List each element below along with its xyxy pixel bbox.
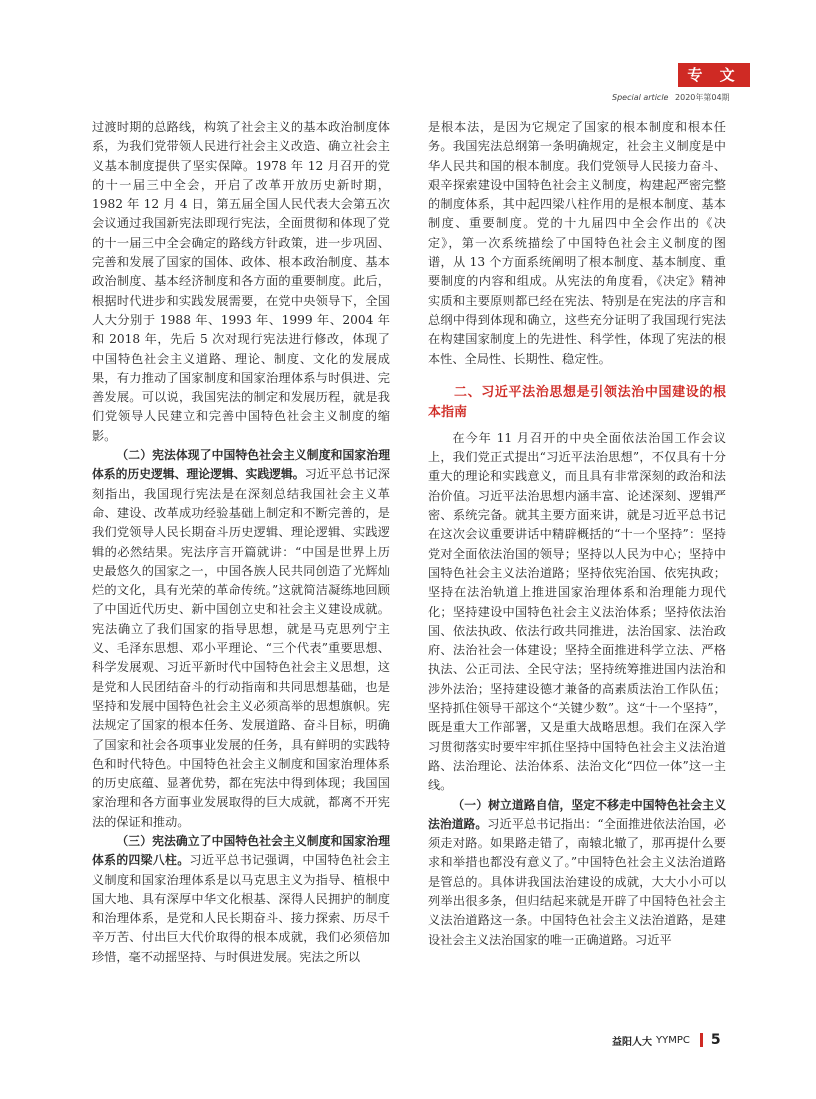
issue-line: [612, 92, 730, 103]
paragraph-lead: （一）树立道路自信，坚定不移走中国特色社会主义法治道路。: [428, 797, 726, 831]
page-footer: [612, 1030, 762, 1050]
paragraph: 在今年 11 月召开的中央全面依法治国工作会议上，我们党正式提出“习近平法治思想”，不仅具有十分重大的理论和实践意义，而且具有非常深刻的政治和法治价值。习近平法治思想内涵丰富、论述深刻、逻辑严密、系统完备。就其主要方面来讲，就是习近平总书记在这次会议重要讲话中精辟概括的“十一个坚持”：坚持党对全面依法治国的领导；坚持以人民为中心；坚持中国特色社会主义法治道路；坚持依宪治国、依宪执政；坚持在法治轨道上推进国家治理体系和治理能力现代化；坚持建设中国特色社会主义法治体系；坚持依法治国、依法执政、依法行政共同推进，法治国家、法治政府、法治社会一体建设；坚持全面推进科学立法、严格执法、公正司法、全民守法；坚持统筹推进国内法治和涉外法治；坚持建设德才兼备的高素质法治工作队伍；坚持抓住领导干部这个“关键少数”。这“十一个坚持”，既是重大工作部署，又是重大战略思想。我们在深入学习贯彻落实时要牢牢抓住坚持中国特色社会主义法治道路、法治理论、法治体系、法治文化“四位一体”这一主线。: [428, 430, 726, 793]
paragraph: 是根本法，是因为它规定了国家的根本制度和根本任务。我国宪法总纲第一条明确规定，社会主义制度是中华人民共和国的根本制度。我们党领导人民接力奋斗、艰辛探索建设中国特色社会主义制度，构建起严密完整的制度体系，其中起四梁八柱作用的是根本制度、基本制度、重要制度。党的十九届四中全会作出的《决定》，第一次系统描绘了中国特色社会主义制度的图谱，从 13 个方面系统阐明了根本制度、基本制度、重要制度的内容和组成。从宪法的角度看，《决定》精神实质和主要原则都已经在宪法、特别是在宪法的序言和总纲中得到体现和确立，这些充分证明了我国现行宪法在构建国家制度上的先进性、科学性，体现了宪法的根本性、全局性、长期性、稳定性。: [428, 120, 726, 366]
issue-label: 2020年第04期: [675, 93, 730, 102]
magazine-abbr: YYMPC: [656, 1034, 690, 1046]
page-number: 5: [710, 1032, 721, 1048]
paragraph-body: 习近平总书记深刻指出，我国现行宪法是在深刻总结我国社会主义革命、建设、改革成功经验基础上制定和不断完善的，是我们党领导人民长期奋斗历史逻辑、理论逻辑、实践逻辑的必然结果。宪法序言开篇就讲：“中国是世界上历史最悠久的国家之一，中国各族人民共同创造了光辉灿烂的文化，具有光荣的革命传统。”这就简洁凝练地回顾了中国近代历史、新中国创立史和社会主义建设成就。宪法确立了我们国家的指导思想，就是马克思列宁主义、毛泽东思想、邓小平理论、“三个代表”重要思想、科学发展观、习近平新时代中国特色社会主义思想，这是党和人民团结奋斗的行动指南和共同思想基础，也是坚持和发展中国特色社会主义必须高举的思想旗帜。宪法规定了国家的根本任务、发展道路、奋斗目标，明确了国家和社会各项事业发展的任务，具有鲜明的实践特色和时代特色。中国特色社会主义制度和国家治理体系的历史底蕴、显著优势，都在宪法中得到体现；我国国家治理和各方面事业发展取得的巨大成就，都离不开宪法的保证和推动。: [92, 467, 390, 829]
paragraph-lead: （二）宪法体现了中国特色社会主义制度和国家治理体系的历史逻辑、理论逻辑、实践逻辑。: [92, 448, 390, 482]
footer-divider: [700, 1033, 703, 1047]
paragraph-body: 习近平总书记强调，中国特色社会主义制度和国家治理体系是以马克思主义为指导、植根中国大地、具有深厚中华文化根基、深得人民拥护的制度和治理体系，是党和人民长期奋斗、接力探索、历尽千辛万苦、付出巨大代价取得的根本成就，我们必须倍加珍惜，毫不动摇坚持、与时俱进发展。宪法之所以: [92, 853, 390, 964]
paragraph: [92, 832, 390, 967]
magazine-name: 益阳人大: [612, 1036, 652, 1048]
section-heading: 二、习近平法治思想是引领法治中国建设的根本指南: [428, 384, 726, 420]
left-column: [92, 118, 390, 967]
paragraph: [92, 446, 390, 832]
paragraph: 过渡时期的总路线，构筑了社会主义的基本政治制度体系，为我们党带领人民进行社会主义改造、确立社会主义基本制度提供了坚实保障。1978 年 12 月召开的党的十一届三中全会，开启了改革开放历史新时期，1982 年 12 月 4 日，第五届全国人民代表大会第五次会议通过我国新宪法即现行宪法，全面贯彻和体现了党的十一届三中全会确定的路线方针政策，进一步巩固、完善和发展了国家的国体、政体、根本政治制度、基本政治制度、基本经济制度和各方面的重要制度。此后，根据时代进步和实践发展需要，在党中央领导下，全国人大分别于 1988 年、1993 年、1999 年、2004 年和 2018 年，先后 5 次对现行宪法进行修改，体现了中国特色社会主义道路、理论、制度、文化的发展成果，有力推动了国家制度和国家治理体系与时俱进、完善发展。可以说，我国宪法的制定和发展历程，就是我们党领导人民建立和完善中国特色社会主义制度的缩影。: [92, 120, 390, 443]
right-column: [428, 118, 726, 950]
paragraph-body: 习近平总书记指出：“全面推进依法治国，必须走对路。如果路走错了，南辕北辙了，那再提什么要求和举措也都没有意义了。”中国特色社会主义法治道路是管总的。具体讲我国法治建设的成就，大大小小可以列举出很多条，但归结起来就是开辟了中国特色社会主义法治道路这一条。中国特色社会主义法治道路，是建设社会主义法治国家的唯一正确道路。习近平: [428, 816, 726, 947]
paragraph: [428, 796, 726, 950]
column-english-label: Special article: [612, 93, 669, 102]
column-badge: 专 文: [678, 63, 750, 87]
paragraph-lead: （三）宪法确立了中国特色社会主义制度和国家治理体系的四梁八柱。: [92, 833, 390, 868]
